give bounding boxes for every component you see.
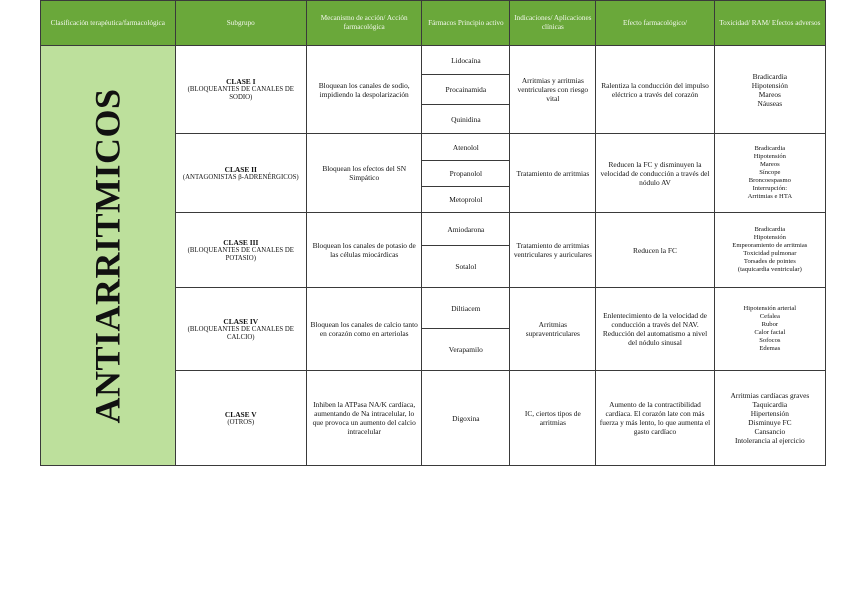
toxicity-item: Interrupción:: [752, 185, 788, 192]
subgroup-cell: [175, 371, 307, 466]
toxicity-item: Mareos: [759, 161, 780, 168]
drug-cell: Procainamida: [422, 75, 510, 105]
toxicity-item: Bradicardia: [754, 145, 786, 152]
drug-cell: Verapamilo: [422, 329, 510, 371]
class-name: CLASE I: [226, 77, 256, 86]
drug-cell: Atenolol: [422, 134, 510, 161]
class-desc: (OTROS): [227, 418, 255, 426]
toxicity-item: Cansancio: [754, 427, 786, 436]
header-indications: Indicaciones/ Aplicaciones clínicas: [510, 1, 596, 46]
toxicity-item: Broncoespasmo: [748, 177, 791, 184]
toxicity-item: Toxicidad pulmonar: [743, 250, 797, 257]
effect-cell: Reducen la FC: [596, 213, 714, 288]
drug-cell: Propanolol: [422, 161, 510, 187]
toxicity-item: Náuseas: [757, 98, 783, 108]
table-row: [41, 46, 826, 75]
indications-cell: Tratamiento de arritmias: [510, 134, 596, 213]
drug-cell: Amiodarona: [422, 213, 510, 246]
header-toxicity: Toxicidad/ RAM/ Efectos adversos: [714, 1, 825, 46]
class-desc: (BLOQUEANTES DE CANALES DE SODIO): [187, 86, 294, 101]
mechanism-cell: Bloquean los efectos del SN Simpático: [307, 134, 422, 213]
toxicity-item: Hipotensión arterial: [743, 305, 797, 312]
subgroup-cell: [175, 134, 307, 213]
indications-cell: Tratamiento de arritmias ventriculares y auriculares: [510, 213, 596, 288]
category-label: ANTIARRITMICOS: [87, 87, 128, 424]
header-subgroup: Subgrupo: [175, 1, 307, 46]
effect-cell: Reducen la FC y disminuyen la velocidad de conducción a través del nódulo AV: [596, 134, 714, 213]
toxicity-item: Arritmias cardíacas graves: [730, 391, 810, 400]
class-name: CLASE V: [224, 409, 257, 419]
mechanism-cell: Bloquean los canales de sodio, impidiendo la despolarización: [307, 46, 422, 134]
subgroup-cell: [175, 46, 307, 134]
mechanism-cell: Bloquean los canales de calcio tanto en corazón como en arteriolas: [307, 288, 422, 371]
toxicity-item: Intolerancia al ejercicio: [734, 436, 805, 445]
toxicity-item: Hipotensión: [753, 234, 786, 241]
class-name: CLASE II: [224, 164, 257, 174]
header-classification: Clasificación terapéutica/farmacológica: [41, 1, 176, 46]
drug-cell: Quinidina: [422, 105, 510, 134]
drug-cell: Diltiacem: [422, 288, 510, 329]
toxicity-item: Taquicardia: [752, 400, 788, 409]
toxicity-cell: [714, 46, 825, 134]
toxicity-item: Hipertensión: [750, 409, 789, 418]
toxicity-item: Arritmias e HTA: [747, 193, 793, 200]
toxicity-item: Torsades de pointes: [743, 258, 796, 265]
header-drugs: Fármacos Principio activo: [422, 1, 510, 46]
toxicity-cell: [714, 371, 825, 466]
header-mechanism: Mecanismo de acción/ Acción farmacológica: [307, 1, 422, 46]
toxicity-item: Bradicardia: [752, 71, 788, 81]
header-effect: Efecto farmacológico/: [596, 1, 714, 46]
toxicity-item: Empeoramiento de arritmias: [732, 242, 808, 249]
toxicity-cell: [714, 288, 825, 371]
header-row: [41, 1, 826, 46]
toxicity-item: Edemas: [759, 345, 781, 352]
toxicity-item: Hipotensión: [751, 80, 788, 90]
toxicity-cell: [714, 134, 825, 213]
drug-cell: Digoxina: [422, 371, 510, 466]
toxicity-cell: [714, 213, 825, 288]
drug-cell: Lidocaína: [422, 46, 510, 75]
class-desc: (ANTAGONISTAS β-ADRENÉRGICOS): [182, 173, 299, 181]
category-cell: [41, 46, 176, 466]
effect-cell: Enlentecimiento de la velocidad de conducción a través del NAV. Reducción del automatismo a nivel del nódulo sinusal: [596, 288, 714, 371]
effect-cell: Ralentiza la conducción del impulso eléctrico a través del corazón: [596, 46, 714, 134]
subgroup-cell: [175, 288, 307, 371]
indications-cell: Arritmias y arritmias ventriculares con riesgo vital: [510, 46, 596, 134]
toxicity-item: Disminuye FC: [748, 418, 792, 427]
toxicity-item: Sofocos: [759, 337, 781, 344]
toxicity-item: Calor facial: [754, 329, 786, 336]
toxicity-item: Cefalea: [759, 313, 780, 320]
indications-cell: IC, ciertos tipos de arritmias: [510, 371, 596, 466]
toxicity-item: Mareos: [758, 89, 781, 99]
toxicity-item: Síncope: [759, 169, 781, 176]
class-name: CLASE IV: [223, 316, 259, 326]
toxicity-item: (taquicardia ventricular): [737, 266, 802, 273]
mechanism-cell: Bloquean los canales de potasio de las células miocárdicas: [307, 213, 422, 288]
class-desc: (BLOQUEANTES DE CANALES DE CALCIO): [187, 325, 294, 341]
toxicity-item: Bradicardia: [754, 226, 786, 233]
mechanism-cell: Inhiben la ATPasa NA/K cardíaca, aumentando de Na intracelular, lo que provoca un aumento del calcio intracelular: [307, 371, 422, 466]
drug-cell: Sotalol: [422, 246, 510, 288]
indications-cell: Arritmias supraventriculares: [510, 288, 596, 371]
effect-cell: Aumento de la contractibilidad cardíaca. El corazón late con más fuerza y más lento, lo que aumenta el gasto cardíaco: [596, 371, 714, 466]
toxicity-item: Hipotensión: [753, 153, 786, 160]
subgroup-cell: [175, 213, 307, 288]
class-desc: (BLOQUEANTES DE CANALES DE POTASIO): [187, 246, 294, 262]
drug-cell: Metoprolol: [422, 187, 510, 213]
toxicity-item: Rubor: [761, 321, 779, 328]
drug-classification-table: [40, 0, 826, 464]
class-name: CLASE III: [223, 237, 259, 247]
